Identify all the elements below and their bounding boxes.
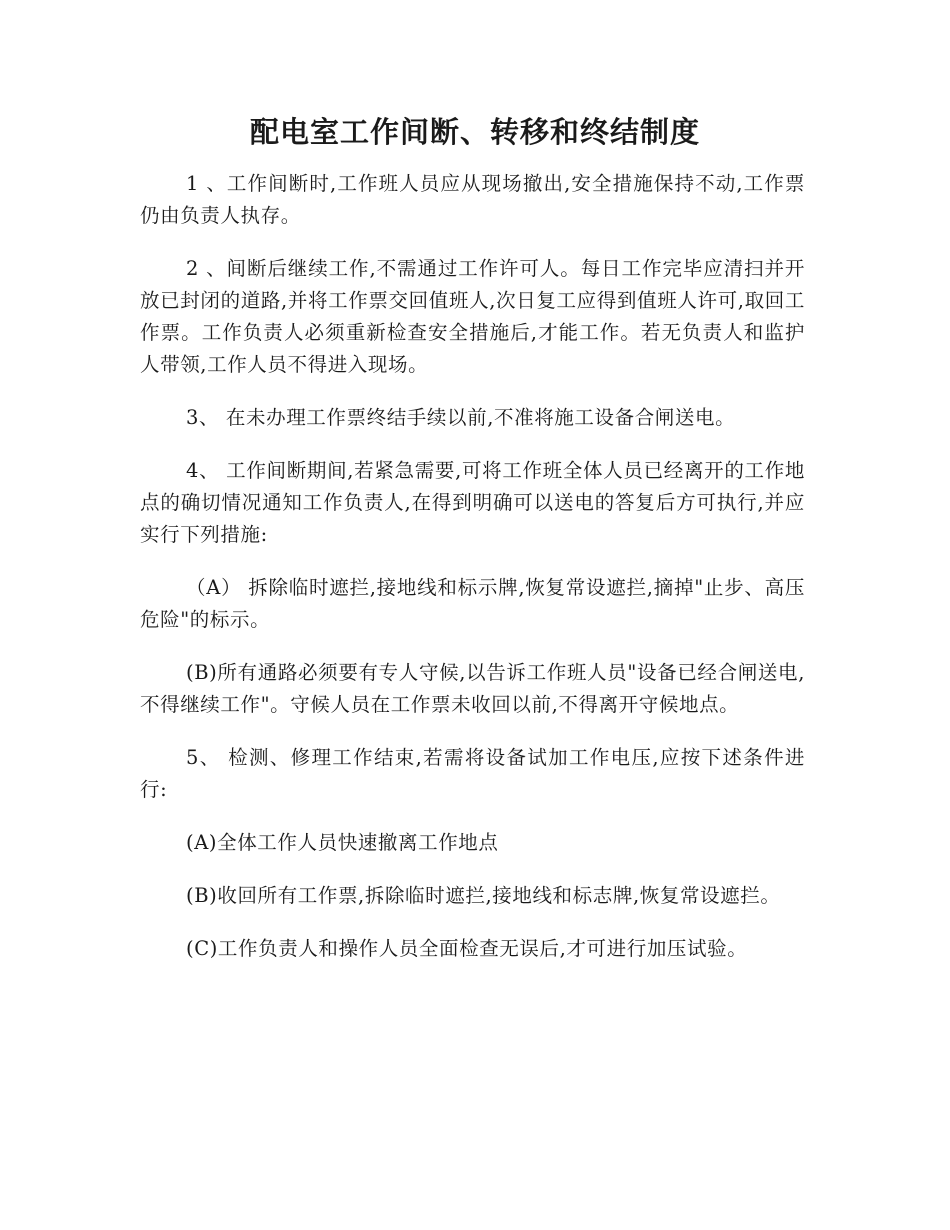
paragraph-5a: (A)全体工作人员快速撤离工作地点 (186, 831, 499, 854)
paragraph-4: 4、 工作间断期间,若紧急需要,可将工作班全体人员已经离开的工作地点的确切情况通知工作负责人,在得到明确可以送电的答复后方可执行,并应实行下列措施: (140, 459, 805, 546)
paragraph-5: 5、 检测、修理工作结束,若需将设备试加工作电压,应按下述条件进行: (140, 746, 805, 801)
document-title: 配电室工作间断、转移和终结制度 (249, 115, 700, 149)
paragraph-2: 2 、间断后继续工作,不需通过工作许可人。每日工作完毕应清扫并开放已封闭的道路,并将工作票交回值班人,次日复工应得到值班人许可,取回工作票。工作负责人必须重新检查安全措施后,才能工作。若无负责人和监护人带领,工作人员不得进入现场。 (140, 257, 805, 376)
paragraph-4b: (B)所有通路必须要有专人守候,以告诉工作班人员"设备已经合闸送电,不得继续工作"。守候人员在工作票未收回以前,不得离开守候地点。 (140, 661, 805, 716)
paragraph-5c: (C)工作负责人和操作人员全面检查无误后,才可进行加压试验。 (186, 937, 748, 960)
paragraph-5b: (B)收回所有工作票,拆除临时遮拦,接地线和标志牌,恢复常设遮拦。 (186, 884, 781, 907)
paragraph-4a: （A） 拆除临时遮拦,接地线和标示牌,恢复常设遮拦,摘掉"止步、高压危险"的标示。 (140, 576, 805, 631)
paragraph-1: 1 、工作间断时,工作班人员应从现场撤出,安全措施保持不动,工作票仍由负责人执存。 (140, 172, 805, 227)
document-body (140, 168, 805, 986)
paragraph-3: 3、 在未办理工作票终结手续以前,不准将施工设备合闸送电。 (186, 406, 736, 429)
